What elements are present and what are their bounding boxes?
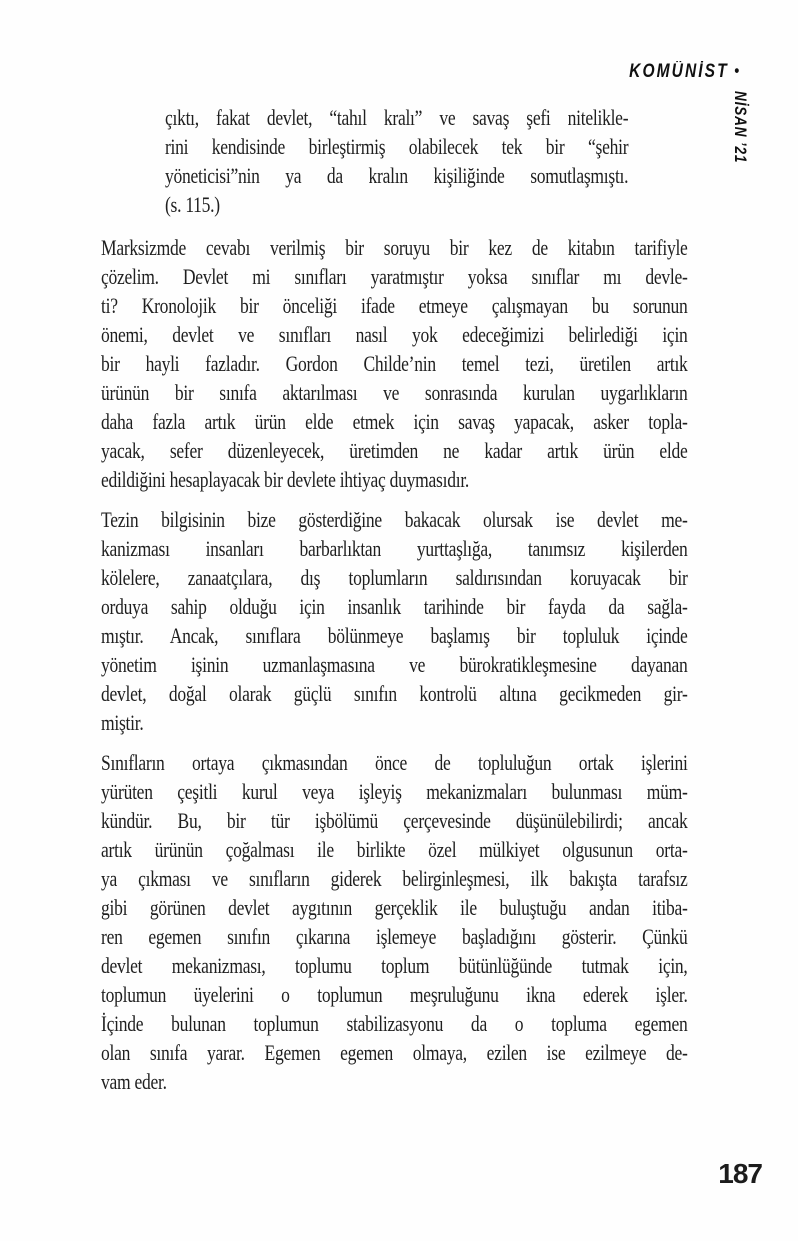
text-line: orduya sahip olduğu için insanlık tarihinde bir fayda da sağla- <box>101 594 688 619</box>
blockquote <box>165 103 628 219</box>
text-line: çıktı, fakat devlet, “tahıl kralı” ve savaş şefi nitelikle- <box>164 105 629 130</box>
journal-title: KOMÜNİST <box>628 61 729 82</box>
text-line: miştir. <box>101 710 144 735</box>
text-line: vam eder. <box>101 1069 167 1094</box>
text-line: ürünün bir sınıfa aktarılması ve sonrasında kurulan uygarlıkların <box>101 380 688 405</box>
page-number: 187 <box>718 1158 762 1189</box>
text-line: yönetim işinin uzmanlaşmasına ve bürokratikleşmesine dayanan <box>101 652 688 677</box>
text-line: yacak, sefer düzenleyecek, üretimden ne kadar artık ürün elde <box>101 438 688 463</box>
issue-label: NİSAN ’21 <box>731 91 750 164</box>
text-line: ren egemen sınıfın çıkarına işlemeye başladığını gösterir. Çünkü <box>101 924 688 949</box>
text-line: çözelim. Devlet mi sınıfları yaratmıştır yoksa sınıflar mı devle- <box>101 264 688 289</box>
paragraph-3 <box>101 748 688 1096</box>
text-line: daha fazla artık ürün elde etmek için savaş yapacak, asker topla- <box>101 409 688 434</box>
text-line: ti? Kronolojik bir önceliği ifade etmeye çalışmayan bu sorunun <box>101 293 688 318</box>
text-line: artık ürünün çoğalması ile birlikte özel mülkiyet olgusunun orta- <box>101 837 688 862</box>
text-line: Tezin bilgisinin bize gösterdiğine bakacak olursak ise devlet me- <box>101 507 688 532</box>
paragraph-1 <box>101 233 688 494</box>
text-line: önemi, devlet ve sınıfları nasıl yok edeceğimizi belirlediği için <box>101 322 688 347</box>
text-line: yöneticisi”nin ya da kralın kişiliğinde somutlaşmıştı. <box>164 163 629 188</box>
text-line: (s. 115.) <box>164 192 220 217</box>
text-line: olan sınıfa yarar. Egemen egemen olmaya, ezilen ise ezilmeye de- <box>101 1040 688 1065</box>
text-line: mıştır. Ancak, sınıflara bölünmeye başlamış bir topluluk içinde <box>101 623 688 648</box>
paragraph-2 <box>101 505 688 737</box>
text-line: ya çıkması ve sınıfların giderek belirginleşmesi, ilk bakışta tarafsız <box>101 866 688 891</box>
text-line: kölelere, zanaatçılara, dış toplumların saldırısından koruyacak bir <box>101 565 688 590</box>
text-line: edildiğini hesaplayacak bir devlete ihtiyaç duymasıdır. <box>101 467 470 492</box>
text-line: yürüten çeşitli kurul veya işleyiş mekanizmaları bulunması müm- <box>101 779 688 804</box>
text-line: toplumun üyelerini o toplumun meşruluğunu ikna ederek işler. <box>101 982 688 1007</box>
text-line: gibi görünen devlet aygıtının gerçeklik ile buluştuğu andan itiba- <box>101 895 688 920</box>
text-line: rini kendisinde birleştirmiş olabilecek tek bir “şehir <box>164 134 629 159</box>
text-line: devlet, doğal olarak güçlü sınıfın kontrolü altına gecikmeden gir- <box>101 681 688 706</box>
bullet-separator-icon: • <box>734 61 739 80</box>
text-line: kanizması insanları barbarlıktan yurttaşlığa, tanımsız kişilerden <box>101 536 688 561</box>
text-line: İçinde bulunan toplumun stabilizasyonu da o topluma egemen <box>101 1011 688 1036</box>
text-line: Marksizmde cevabı verilmiş bir soruyu bir kez de kitabın tarifiyle <box>101 235 688 260</box>
text-column <box>101 103 688 1107</box>
text-line: bir hayli fazladır. Gordon Childe’nin temel tezi, üretilen artık <box>101 351 688 376</box>
text-line: kündür. Bu, bir tür işbölümü çerçevesinde düşünülebilirdi; ancak <box>101 808 688 833</box>
text-line: Sınıfların ortaya çıkmasından önce de topluluğun ortak işlerini <box>101 750 688 775</box>
running-header <box>629 61 739 83</box>
text-line: devlet mekanizması, toplumu toplum bütünlüğünde tutmak için, <box>101 953 688 978</box>
